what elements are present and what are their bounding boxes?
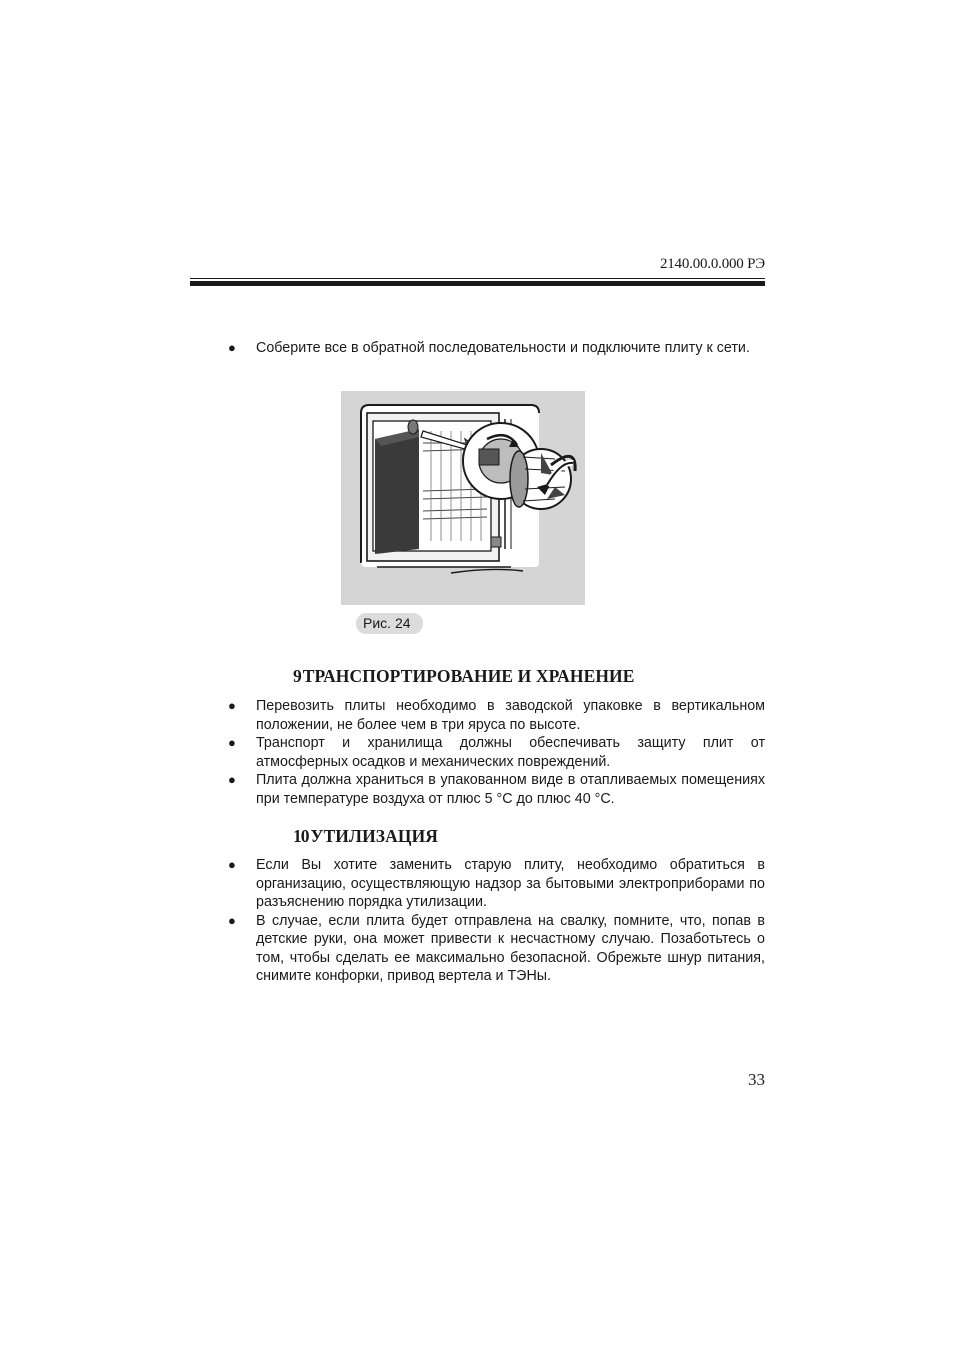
section-number: 9 — [293, 666, 301, 686]
section-9-heading — [293, 666, 635, 687]
list-item — [228, 734, 765, 771]
bullet-icon: ● — [228, 772, 236, 787]
list-item — [228, 339, 765, 358]
figure-caption: Рис. 24 — [356, 613, 423, 634]
bullet-icon: ● — [228, 340, 236, 355]
list-item — [228, 856, 765, 912]
section-title: УТИЛИЗАЦИЯ — [310, 826, 439, 846]
figure-oven-lamp-illustration — [341, 391, 585, 605]
bullet-text: Плита должна храниться в упакованном виде в отапливаемых помещениях при температуре воздуха от плюс 5 °С до плюс 40 °С. — [256, 772, 765, 807]
bullet-icon: ● — [228, 698, 236, 713]
section-10-heading — [293, 826, 438, 847]
bullet-icon: ● — [228, 912, 236, 928]
bullet-text: Соберите все в обратной последовательности и подключите плиту к сети. — [256, 340, 750, 356]
header-rule-thin — [190, 278, 765, 279]
section-9-bullet-list — [228, 697, 765, 808]
bullet-icon: ● — [228, 735, 236, 750]
intro-bullet-list — [228, 339, 765, 358]
list-item — [228, 912, 765, 986]
list-item — [228, 697, 765, 734]
section-title: ТРАНСПОРТИРОВАНИЕ И ХРАНЕНИЕ — [302, 666, 635, 686]
page-number: 33 — [748, 1070, 765, 1089]
bullet-icon: ● — [228, 857, 236, 872]
header-rule-thick — [190, 281, 765, 286]
bullet-text: В случае, если плита будет отправлена на свалку, помните, что, попав в детские руки, она может привести к несчастному случаю. Позаботьтесь о том, чтобы сделать ее максимально безопасной. Обрежьте шнур питания, снимите конфорки, привод вертела и ТЭНы. — [256, 912, 765, 984]
section-number: 10 — [293, 826, 309, 846]
section-10-bullet-list — [228, 856, 765, 986]
bullet-text: Перевозить плиты необходимо в заводской упаковке в вертикальном положении, не более чем в три яруса по высоте. — [256, 698, 765, 733]
bullet-text: Транспорт и хранилища должны обеспечивать защиту плит от атмосферных осадков и механических повреждений. — [256, 735, 765, 770]
list-item — [228, 771, 765, 808]
bullet-text: Если Вы хотите заменить старую плиту, необходимо обратиться в организацию, осуществляющую надзор за бытовыми электроприборами по разъяснению порядка утилизации. — [256, 857, 765, 910]
document-code: 2140.00.0.000 РЭ — [659, 256, 765, 272]
